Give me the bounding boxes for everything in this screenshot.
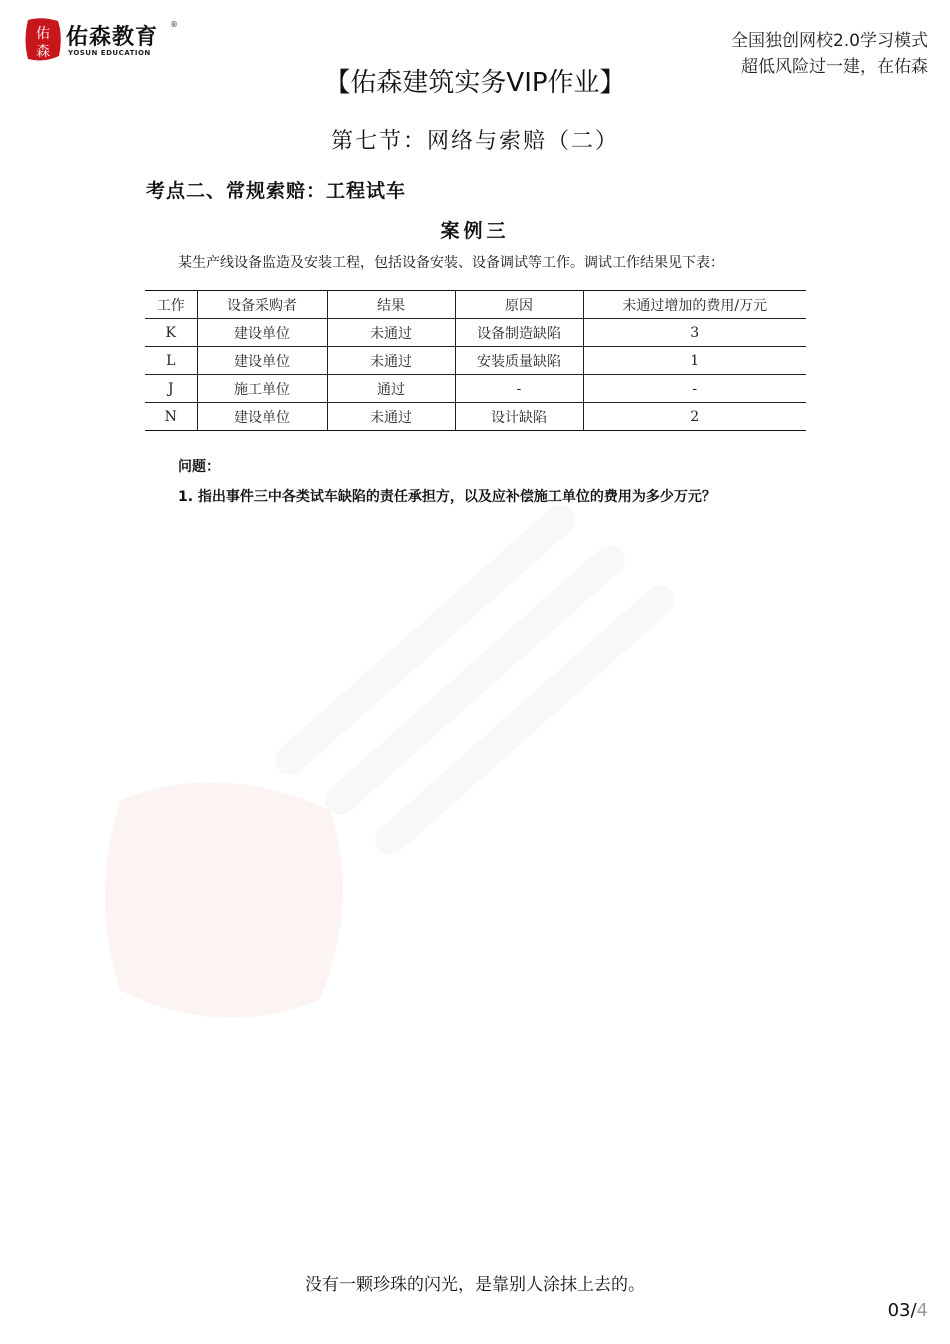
section-title: 第七节：网络与索赔（二）: [330, 129, 619, 154]
table-cell: 安装质量缺陷: [455, 347, 583, 375]
table-cell: 未通过: [327, 319, 455, 347]
document-title: 【佑森建筑实务VIP作业】: [324, 68, 626, 98]
table-header-cell: 原因: [455, 291, 583, 319]
table-cell: 通过: [327, 375, 455, 403]
topic-heading: 考点二、常规索赔：工程试车: [146, 180, 407, 202]
brand-name: 佑森教育: [66, 25, 159, 50]
page-current: 03/: [887, 1300, 917, 1321]
brand-subtitle: YOSUN EDUCATION: [68, 49, 151, 57]
page-total: 4: [916, 1300, 928, 1321]
table-header-row: [145, 291, 806, 319]
table-cell: 建设单位: [197, 319, 327, 347]
table-cell: 未通过: [327, 347, 455, 375]
table-cell: 施工单位: [197, 375, 327, 403]
table-cell: K: [145, 319, 197, 347]
table-row: [145, 375, 806, 403]
table-cell: 3: [583, 319, 806, 347]
svg-text:佑: 佑: [36, 26, 50, 42]
registered-mark: ®: [170, 20, 178, 29]
table-row: [145, 403, 806, 431]
table-cell: 建设单位: [197, 347, 327, 375]
question-1: 1. 指出事件三中各类试车缺陷的责任承担方，以及应补偿施工单位的费用为多少万元？: [178, 489, 716, 505]
table-header-cell: 结果: [327, 291, 455, 319]
table-cell: N: [145, 403, 197, 431]
table-cell: 未通过: [327, 403, 455, 431]
case-title: 案例三: [440, 220, 510, 242]
table-cell: 建设单位: [197, 403, 327, 431]
table-cell: 1: [583, 347, 806, 375]
svg-text:森: 森: [36, 44, 50, 60]
case-intro: 某生产线设备监造及安装工程，包括设备安装、设备调试等工作。调试工作结果见下表：: [178, 255, 724, 271]
table-cell: J: [145, 375, 197, 403]
brand-logo: [22, 16, 178, 64]
table-cell: 设计缺陷: [455, 403, 583, 431]
table-header-cell: 工作: [145, 291, 197, 319]
table-row: [145, 319, 806, 347]
table-cell: L: [145, 347, 197, 375]
table-cell: 设备制造缺陷: [455, 319, 583, 347]
table-cell: 2: [583, 403, 806, 431]
table-header-cell: 设备采购者: [197, 291, 327, 319]
slogan-line-2: 超低风险过一建，在佑森: [741, 57, 928, 77]
footer-quote: 没有一颗珍珠的闪光，是靠别人涂抹上去的。: [305, 1275, 645, 1295]
commissioning-results-table: [145, 290, 806, 431]
table-cell: -: [455, 375, 583, 403]
brand-seal-icon: [22, 16, 64, 64]
question-label: 问题：: [178, 459, 220, 475]
table-row: [145, 347, 806, 375]
table-cell: -: [583, 375, 806, 403]
table-header-cell: 未通过增加的费用/万元: [583, 291, 806, 319]
page-number: [888, 1300, 928, 1321]
slogan-line-1: 全国独创网校2.0学习模式: [730, 31, 928, 51]
